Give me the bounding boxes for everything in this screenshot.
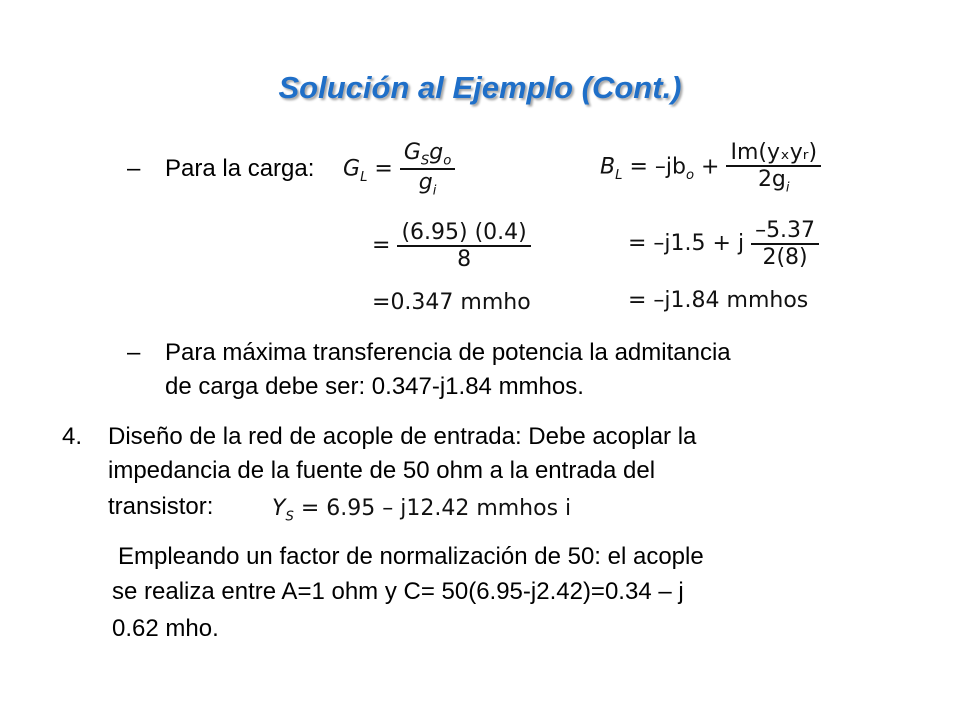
bullet-max-transfer-line1: Para máxima transferencia de potencia la admitancia: [165, 339, 731, 366]
item4-line1: Diseño de la red de acople de entrada: Debe acoplar la: [108, 423, 697, 450]
equation-gl-line2: = $\frac{(6.95) (0.4)}{8}$: [372, 220, 531, 272]
equation-gl-result: =0.347 mmho: [372, 290, 531, 315]
item4-line2: impedancia de la fuente de 50 ohm a la entrada del: [108, 457, 656, 484]
bullet-max-transfer-line2: de carga debe ser: 0.347-j1.84 mmhos.: [165, 373, 584, 400]
slide-title: Solución al Ejemplo (Cont.): [278, 70, 682, 105]
bullet-dash-2: –: [127, 339, 141, 366]
bullet-dash: –: [127, 155, 141, 182]
paragraph-line2: se realiza entre A=1 ohm y C= 50(6.95-j2.42)=0.34 – j: [112, 578, 684, 605]
equation-bl-result: = –j1.84 mmhos: [628, 288, 809, 313]
equation-ys: $Y_S = 6.95 - j12.42$ mmhos i: [272, 496, 572, 525]
equation-gl-line1: $G_L$ = $\frac{G_Sg_o}{g_i}$: [343, 140, 455, 199]
paragraph-line1: Empleando un factor de normalización de 50: el acople: [118, 543, 704, 570]
equation-bl-line1: $B_L = -jb_o$ + $\frac{\text{Im(yₓyᵣ)}}{2g_i}$: [600, 140, 821, 195]
item4-line3: transistor:: [108, 493, 214, 520]
bullet-load-label: Para la carga:: [165, 155, 315, 182]
paragraph-line3: 0.62 mho.: [112, 615, 219, 642]
equation-bl-line2: = –j1.5 + j $\frac{-5.37}{2(8)}$: [628, 218, 819, 270]
item-number: 4.: [62, 423, 83, 450]
